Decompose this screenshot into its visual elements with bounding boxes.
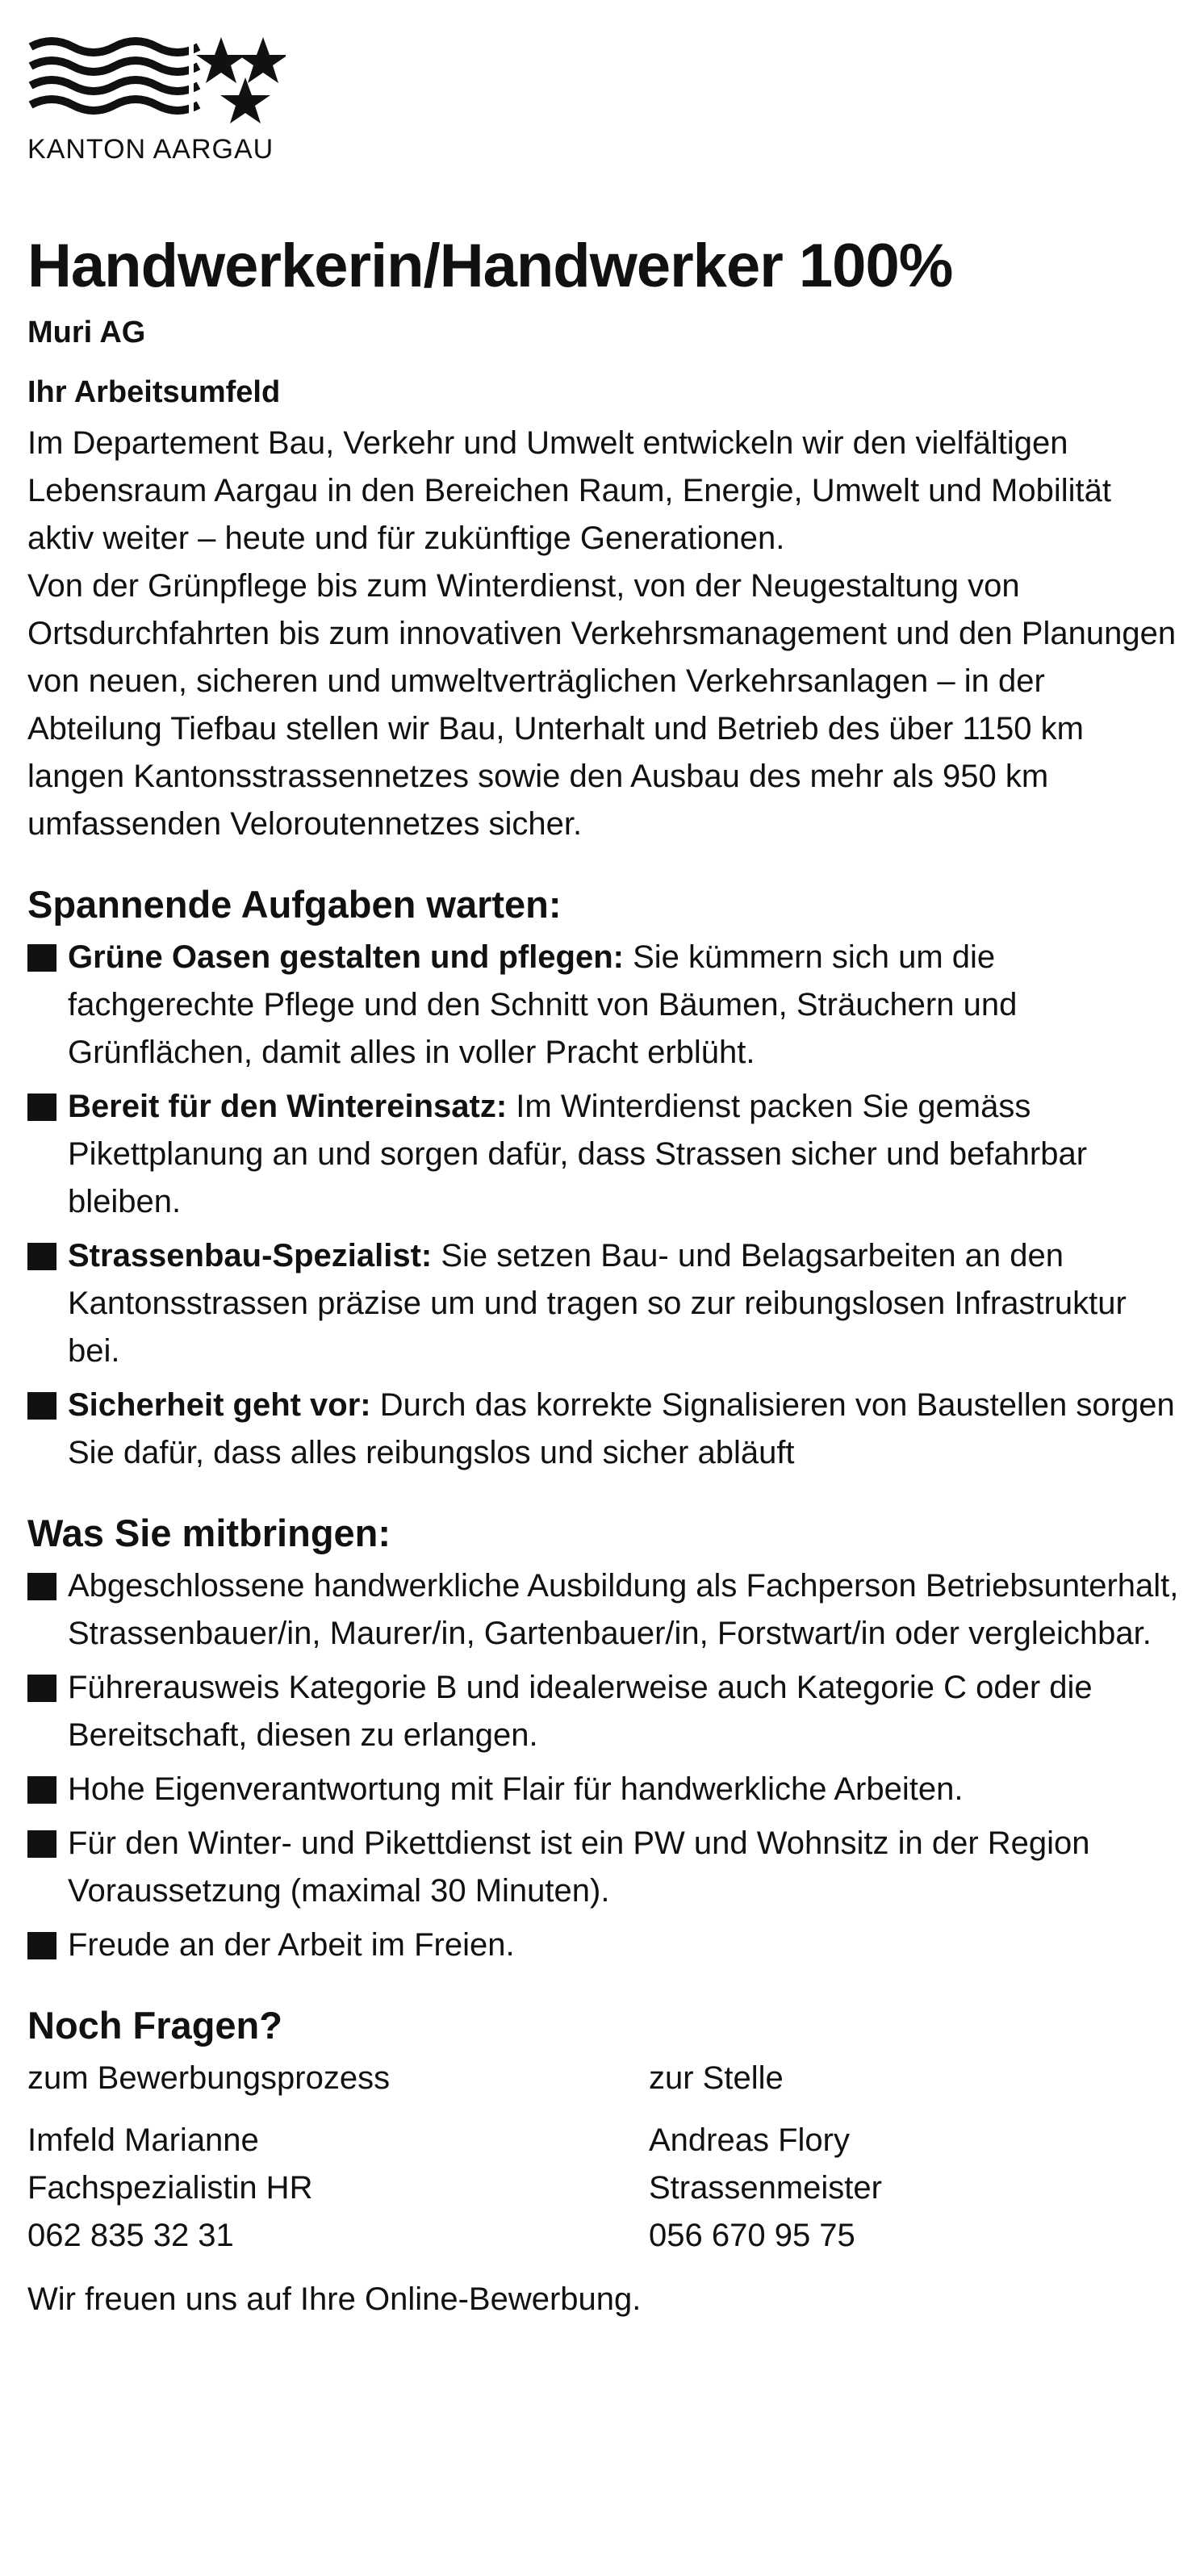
bullet-square-icon [27,1932,56,1959]
contact-label: zur Stelle [649,2060,784,2096]
requirement-text: Für den Winter- und Pikettdienst ist ein PW und Wohnsitz in der Region Voraussetzung (maximal 30 Minuten). [68,1825,1090,1909]
environment-heading: Ihr Arbeitsumfeld [27,375,281,409]
list-item [27,1922,1181,1969]
list-item [27,1382,1181,1477]
environment-paragraph: Von der Grünpflege bis zum Winterdienst, von der Neugestaltung von Ortsdurchfahrten bis zum innovativen Verkehrsmanagement und den Planungen von neuen, sicheren und umweltverträglichen Verkehrsanlagen – in der Abteilung Tiefbau stellen wir Bau, Unterhalt und Betrieb des über 1150 km langen Kantonsstrassennetzes sowie den Ausbau des mehr als 950 km umfassenden Veloroutennetzes sicher. [27,568,1177,842]
task-text: Sie setzen Bau- und Belagsarbeiten an den Kantonsstrassen präzise um und tragen so zur reibungslosen Infrastruktur bei. [68,1238,1127,1369]
requirement-text: Freude an der Arbeit im Freien. [68,1927,515,1963]
task-title: Bereit für den Wintereinsatz: [68,1089,508,1124]
requirement-text: Führerausweis Kategorie B und idealerweise auch Kategorie C oder die Bereitschaft, diesen zu erlangen. [68,1670,1093,1753]
list-item [27,1083,1181,1226]
canton-logo [27,32,1181,178]
tasks-list [27,934,1181,1477]
task-text: Sie kümmern sich um die fachgerechte Pflege und den Schnitt von Bäumen, Sträuchern und Grünflächen, damit alles in voller Pracht erblüht. [68,939,1018,1070]
bullet-square-icon [27,1776,56,1804]
closing-text: Wir freuen uns auf Ihre Online-Bewerbung. [27,2281,642,2317]
list-item [27,1766,1181,1813]
contact-role: Fachspezialistin HR [27,2170,313,2206]
bullet-square-icon [27,1094,56,1121]
requirement-text: Hohe Eigenverantwortung mit Flair für handwerkliche Arbeiten. [68,1771,964,1807]
canton-name: KANTON AARGAU [27,134,274,165]
task-title: Strassenbau-Spezialist: [68,1238,433,1273]
contact-phone[interactable]: 062 835 32 31 [27,2218,234,2253]
list-item [27,934,1181,1077]
task-text: Im Winterdienst packen Sie gemäss Pikettplanung an und sorgen dafür, dass Strassen sicher und befahrbar bleiben. [68,1089,1088,1219]
contact-phone[interactable]: 056 670 95 75 [649,2218,855,2253]
contact-position [649,2055,1181,2260]
contact-name: Imfeld Marianne [27,2122,259,2158]
environment-text [27,420,1181,848]
list-item [27,1820,1181,1915]
requirements-list [27,1562,1181,1969]
contact-label: zum Bewerbungsprozess [27,2060,391,2096]
task-title: Grüne Oasen gestalten und pflegen: [68,939,624,975]
task-text: Durch das korrekte Signalisieren von Baustellen sorgen Sie dafür, dass alles reibungslos und sicher abläuft [68,1387,1175,1470]
environment-paragraph: Im Departement Bau, Verkehr und Umwelt entwickeln wir den vielfältigen Lebensraum Aargau in den Bereichen Raum, Energie, Umwelt und Mobilität aktiv weiter – heute und für zukünftige Generationen. [27,425,1111,556]
contact-hr [27,2055,649,2260]
bullet-square-icon [27,1675,56,1702]
bullet-square-icon [27,1830,56,1858]
bullet-square-icon [27,1243,56,1270]
contact-role: Strassenmeister [649,2170,882,2206]
bullet-square-icon [27,1573,56,1600]
bullet-square-icon [27,1392,56,1420]
bullet-square-icon [27,944,56,972]
contact-name: Andreas Flory [649,2122,850,2158]
list-item [27,1562,1181,1658]
tasks-heading: Spannende Aufgaben warten: [27,883,562,926]
contacts [27,2055,1181,2260]
requirement-text: Abgeschlossene handwerkliche Ausbildung als Fachperson Betriebsunterhalt, Strassenbauer/in, Maurer/in, Gartenbauer/in, Forstwart/in oder vergleichbar. [68,1568,1179,1651]
list-item [27,1664,1181,1759]
job-ad [27,32,1181,2323]
questions-heading: Noch Fragen? [27,2004,282,2047]
requirements-heading: Was Sie mitbringen: [27,1512,391,1554]
job-location: Muri AG [27,316,146,349]
list-item [27,1232,1181,1375]
job-title: Handwerkerin/Handwerker 100% [27,232,953,300]
aargau-coat-of-arms-icon [27,32,286,129]
task-title: Sicherheit geht vor: [68,1387,371,1423]
